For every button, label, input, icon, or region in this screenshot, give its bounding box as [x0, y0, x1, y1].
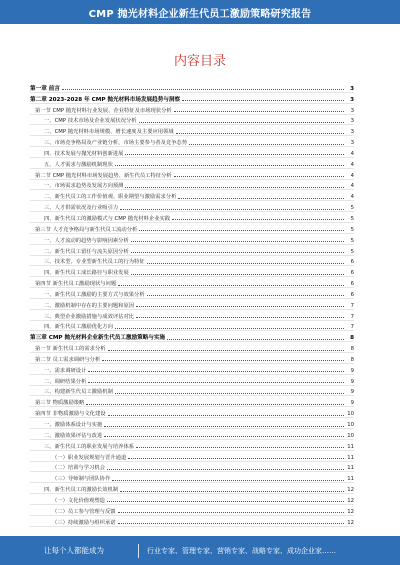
toc-entry-page: 6: [350, 259, 354, 266]
toc-dot-leader: [107, 469, 344, 470]
toc-entry[interactable]: [30, 223, 354, 234]
toc-dot-leader: [104, 426, 344, 427]
toc-entry-page: 6: [350, 291, 354, 298]
toc-dot-leader: [174, 176, 344, 177]
header-bar: [0, 0, 400, 24]
toc-dot-leader: [88, 382, 344, 383]
toc-entry[interactable]: [30, 321, 354, 332]
toc-dot-leader: [178, 198, 344, 199]
toc-entry-page: 4: [350, 161, 354, 168]
toc-dot-leader: [120, 491, 344, 492]
toc-entry-page: 7: [350, 302, 354, 309]
toc-entry-page: 11: [347, 476, 354, 483]
toc-entry[interactable]: [30, 353, 354, 364]
toc-entry-label: 二、激励效果评估与改进: [44, 432, 103, 439]
toc-dot-leader: [139, 230, 344, 231]
toc-entry[interactable]: [30, 104, 354, 115]
toc-entry-page: 3: [350, 85, 354, 92]
toc-entry[interactable]: [30, 429, 354, 440]
toc-entry[interactable]: [30, 125, 354, 136]
toc-entry-label: 一、新生代员工激励的主要方式与效果分析: [44, 291, 145, 298]
toc-dot-leader: [131, 241, 344, 242]
toc-entry-label: 二、新生代员工留任与流失原因分析: [44, 248, 129, 255]
toc-dot-leader: [174, 111, 344, 112]
toc-entry-page: 12: [347, 519, 354, 526]
toc-entry-label: 三、人才供需状况及行业吸引力: [44, 205, 119, 212]
toc-entry[interactable]: [30, 483, 354, 494]
toc-dot-leader: [125, 154, 344, 155]
toc-entry[interactable]: [30, 147, 354, 158]
toc-dot-leader: [104, 436, 344, 437]
toc-entry-page: 9: [350, 367, 354, 374]
toc-entry[interactable]: [30, 82, 354, 93]
toc-entry-page: 4: [350, 194, 354, 201]
toc-entry-label: 第一节 新生代员工的需求分析: [35, 346, 106, 353]
toc-entry-label: （三）导师制与团队协作: [52, 476, 111, 483]
toc-entry-page: 10: [347, 422, 354, 428]
toc-entry[interactable]: [30, 136, 354, 147]
toc-entry[interactable]: [30, 201, 354, 212]
toc-entry-page: 5: [350, 226, 354, 233]
toc-entry-label: 三、构建新生代员工激励机制: [44, 389, 113, 396]
toc-entry-label: 第四节 非物质激励与文化建设: [35, 411, 106, 418]
toc-entry-page: 12: [347, 487, 354, 494]
toc-entry-page: 5: [350, 205, 354, 212]
toc-entry-page: 11: [347, 465, 354, 472]
toc-entry[interactable]: [30, 266, 354, 277]
toc-entry-page: 4: [350, 172, 354, 179]
toc-entry[interactable]: [30, 407, 354, 418]
toc-entry-page: 9: [350, 400, 354, 407]
toc-entry-label: 一、人才流动的趋势与影响因素分析: [44, 237, 129, 244]
toc-entry-label: 四、新生代员工激励优化方向: [44, 324, 113, 331]
toc-entry-label: （二）员工参与管理与反馈: [52, 508, 116, 515]
toc-entry-page: 11: [347, 454, 354, 461]
toc-dot-leader: [115, 393, 344, 394]
toc-dot-leader: [136, 317, 344, 318]
toc-entry-label: 三、新生代员工的职业发展与培养体系: [44, 443, 135, 450]
toc-entry[interactable]: [30, 169, 354, 180]
toc-entry-page: 3: [350, 107, 354, 114]
toc-entry[interactable]: [30, 396, 354, 407]
toc-entry-label: 第一节 CMP 抛光材料行业发展、企业特征及市场现状分析: [35, 107, 172, 114]
toc-dot-leader: [189, 144, 344, 145]
toc-entry[interactable]: [30, 158, 354, 169]
toc-entry-page: 9: [350, 389, 354, 396]
toc-entry[interactable]: [30, 256, 354, 267]
toc-entry-page: 7: [350, 324, 354, 331]
toc-dot-leader: [147, 295, 344, 296]
footer-slogan: 让每个人都能成为: [44, 546, 104, 555]
toc-entry[interactable]: [30, 190, 354, 201]
toc-entry-label: 三、市场竞争格局及产业链分析，市场主要参与者及竞争态势: [44, 140, 188, 147]
toc-entry-label: 二、激励机制中存在的主要问题和原因: [44, 302, 135, 309]
toc-entry[interactable]: [30, 462, 354, 473]
toc-entry-label: 三、技术型、专业型新生代员工的行为特征: [44, 259, 145, 266]
toc-entry[interactable]: [30, 342, 354, 353]
toc-entry-page: 3: [350, 129, 354, 136]
toc-entry[interactable]: [30, 212, 354, 223]
toc-entry[interactable]: [30, 93, 354, 104]
toc-entry[interactable]: [30, 234, 354, 245]
toc-entry-page: 8: [350, 356, 354, 363]
toc-dot-leader: [118, 523, 344, 524]
toc-entry[interactable]: [30, 115, 354, 126]
toc-entry-page: 12: [347, 497, 354, 504]
toc-entry-label: 四、新生代员工成长路径与职业发展: [44, 270, 129, 277]
toc-entry-page: 3: [350, 140, 354, 147]
toc-entry-label: 一、市场需求趋势及发展方向预测: [44, 183, 124, 190]
toc-dot-leader: [125, 187, 344, 188]
toc-entry-label: 一、需求调研设计: [44, 367, 87, 374]
toc-dot-leader: [120, 209, 344, 210]
toc-entry[interactable]: [30, 472, 354, 483]
toc-entry-label: 四、新生代员工的激励模式与 CMP 抛光材料企业实践: [44, 215, 171, 222]
toc-entry-page: 8: [350, 346, 354, 353]
toc-entry-label: 四、技术发展与抛光材料创新进展: [44, 150, 124, 157]
toc-entry-page: 5: [350, 237, 354, 244]
toc-entry-label: 二、CMP 抛光材料市场规模、增长速度及主要应用领域: [44, 129, 174, 136]
toc-entry-label: 第三章 CMP 抛光材料企业新生代员工激励策略与实施: [30, 335, 166, 342]
toc-entry-label: 三、典型企业激励措施与成效评估对比: [44, 313, 135, 320]
toc-entry-page: 4: [350, 150, 354, 157]
toc-entry-label: 第二节 CMP 抛光材料市场发展趋势、新生代员工特征分析: [35, 172, 172, 179]
footer-tagline: 行业专家、管理专家、营销专家、战略专家、成功企业家……: [147, 546, 336, 555]
toc-entry-label: （一）职业发展规划与晋升通道: [52, 454, 127, 461]
toc-entry-label: （一）文化价值观塑造: [52, 497, 105, 504]
toc-entry[interactable]: [30, 277, 354, 288]
toc-dot-leader: [182, 100, 344, 101]
toc-entry-label: 第三节 人才竞争格局与新生代员工流动分析: [35, 226, 138, 233]
toc-dot-leader: [131, 252, 344, 253]
toc-dot-leader: [136, 306, 344, 307]
toc-dot-leader: [102, 360, 344, 361]
toc-dot-leader: [147, 263, 344, 264]
toc-entry-label: 一、CMP 技术市场及企业发展状况分析: [44, 118, 137, 125]
toc-entry[interactable]: [30, 386, 354, 397]
toc-dot-leader: [115, 328, 344, 329]
toc-entry-page: 6: [350, 281, 354, 288]
toc-title: 内容目录: [173, 54, 226, 69]
toc-dot-leader: [62, 89, 344, 90]
toc-entry-page: 3: [350, 96, 354, 103]
toc-dot-leader: [128, 458, 344, 459]
toc-entry-page: 11: [347, 443, 354, 450]
toc-entry[interactable]: [30, 418, 354, 429]
toc-entry-page: 5: [350, 248, 354, 255]
toc-dot-leader: [108, 415, 344, 416]
toc-dot-leader: [118, 285, 344, 286]
toc-entry-label: 第一章 前言: [30, 85, 60, 92]
toc-entry[interactable]: [30, 288, 354, 299]
toc-dot-leader: [88, 371, 344, 372]
toc-entry-page: 5: [350, 215, 354, 222]
toc-entry[interactable]: [30, 364, 354, 375]
toc-entry[interactable]: [30, 505, 354, 516]
toc-entry-label: 五、人才需求与激励机制现状: [44, 161, 113, 168]
toc-dot-leader: [112, 480, 344, 481]
toc-entry[interactable]: [30, 310, 354, 321]
toc-entry-label: 第三节 物质激励策略: [35, 400, 85, 407]
toc-entry[interactable]: [30, 180, 354, 191]
footer-divider: [138, 544, 139, 558]
toc-entry[interactable]: [30, 245, 354, 256]
toc-entry-page: 12: [347, 508, 354, 515]
toc-dot-leader: [108, 350, 344, 351]
toc-entry-label: 二、调研结果分析: [44, 378, 87, 385]
toc-dot-leader: [131, 274, 344, 275]
toc-entry[interactable]: [30, 494, 354, 505]
toc-entry-page: 4: [350, 183, 354, 190]
toc-dot-leader: [118, 512, 344, 513]
toc-entry[interactable]: [30, 375, 354, 386]
toc-entry-label: 二、新生代员工的工作价值观、职业期望与激励需求分析: [44, 194, 177, 201]
toc-entry-page: 10: [347, 411, 354, 418]
toc-entry[interactable]: [30, 451, 354, 462]
table-of-contents: [30, 82, 354, 527]
toc-dot-leader: [86, 404, 344, 405]
toc-entry-page: 7: [350, 313, 354, 320]
toc-dot-leader: [107, 501, 344, 502]
toc-dot-leader: [172, 219, 344, 220]
toc-entry-page: 9: [350, 378, 354, 385]
toc-entry[interactable]: [30, 299, 354, 310]
toc-entry-page: 3: [350, 118, 354, 125]
toc-entry-label: 第二章 2023-2028 年 CMP 抛光材料市场发展趋势与洞察: [30, 96, 181, 103]
toc-entry-label: 四、新生代员工的激励长效机制: [44, 487, 119, 494]
toc-entry-page: 8: [350, 335, 354, 342]
toc-entry-page: 6: [350, 270, 354, 277]
toc-entry-label: （三）持续激励与组织承诺: [52, 519, 116, 526]
toc-entry[interactable]: [30, 440, 354, 451]
toc-dot-leader: [136, 447, 344, 448]
toc-dot-leader: [115, 165, 344, 166]
toc-entry-label: 第四节 新生代员工激励现状与问题: [35, 281, 117, 288]
toc-entry[interactable]: [30, 331, 354, 342]
toc-entry-label: 第二节 员工需求调研与分析: [35, 356, 101, 363]
toc-entry-label: （二）培训与学习机会: [52, 465, 105, 472]
toc-entry[interactable]: [30, 516, 354, 527]
toc-entry-label: 一、激励体系设计与实施: [44, 422, 103, 428]
footer-bar: [0, 536, 400, 565]
report-title: CMP 抛光材料企业新生代员工激励策略研究报告: [88, 8, 312, 20]
toc-dot-leader: [176, 133, 344, 134]
toc-dot-leader: [167, 339, 344, 340]
toc-dot-leader: [139, 122, 344, 123]
toc-entry-page: 10: [347, 432, 354, 439]
